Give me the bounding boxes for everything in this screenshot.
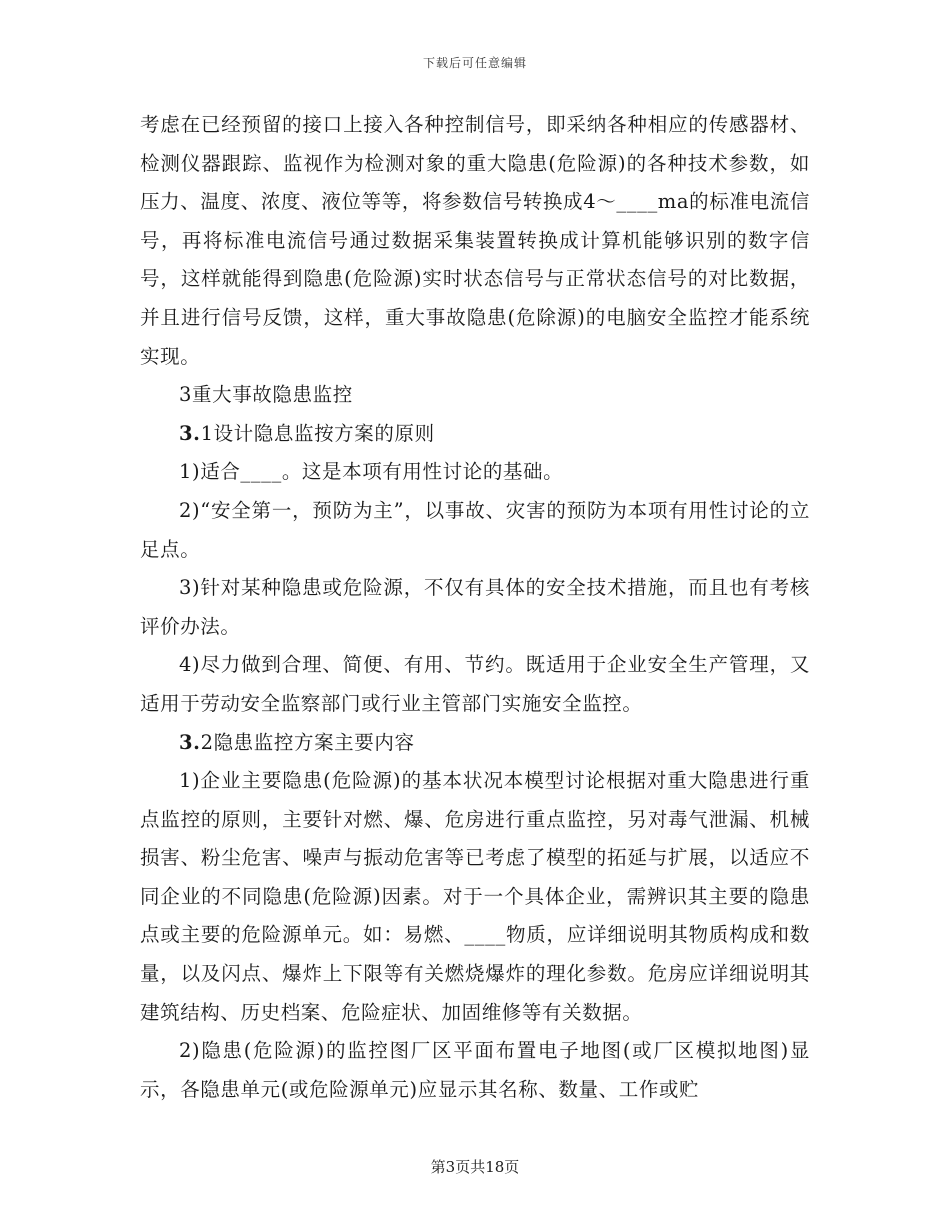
section-heading-3-1 bbox=[140, 415, 810, 454]
section-number: 3. bbox=[179, 730, 201, 754]
paragraph-signal-conversion: 考虑在已经预留的接口上接入各种控制信号，即采纳各种相应的传感器材、检测仪器跟踪、监视作为检测对象的重大隐患(危险源)的各种技术参数，如压力、温度、浓度、液位等等，将参数信号转换成4～____ma的标准电流信号，再将标准电流信号通过数据采集装置转换成计算机能够识别的数字信号，这样就能得到隐患(危险源)实时状态信号与正常状态信号的对比数据，并且进行信号反馈，这样，重大事故隐患(危除源)的电脑安全监控才能系统实现。 bbox=[140, 113, 810, 368]
section-number: 3. bbox=[179, 421, 201, 445]
page-footer-number: 第3页共18页 bbox=[430, 1158, 520, 1176]
section-title: 2隐患监控方案主要内容 bbox=[200, 730, 415, 754]
section-heading-3: 3重大事故隐患监控 bbox=[179, 383, 353, 407]
section-title: 1设计隐息监按方案的原则 bbox=[200, 421, 435, 445]
principle-item-3: 3)针对某种隐患或危险源，不仅有具体的安全技术措施，而且也有考核评价办法。 bbox=[140, 576, 810, 638]
principle-item-4: 4)尽力做到合理、简便、有用、节约。既适用于企业安全生产管理，又适用于劳动安全监察部门或行业主管部门实施安全监控。 bbox=[140, 653, 810, 715]
document-body bbox=[140, 106, 810, 1109]
principle-item-2: 2)“安全第一，预防为主”，以事故、灾害的预防为本项有用性讨论的立足点。 bbox=[140, 498, 810, 561]
content-item-2: 2)隐患(危险源)的监控图厂区平面布置电子地图(或厂区模拟地图)显示，各隐患单元(或危险源单元)应显示其名称、数量、工作或贮 bbox=[140, 1039, 810, 1101]
section-heading-3-2 bbox=[140, 724, 810, 763]
content-item-1: 1)企业主要隐患(危险源)的基本状况本模型讨论根据对重大隐患进行重点监控的原则，主要针对燃、爆、危房进行重点监控，另对毒气泄漏、机械损害、粉尘危害、噪声与振动危害等已考虑了模型的拓延与扩展，以适应不同企业的不同隐患(危险源)因素。对于一个具体企业，需辨识其主要的隐患点或主要的危险源单元。如：易燃、____物质，应详细说明其物质构成和数量，以及闪点、爆炸上下限等有关燃烧爆炸的理化参数。危房应详细说明其建筑结构、历史档案、危险症状、加固维修等有关数据。 bbox=[140, 769, 810, 1024]
principle-item-1: 1)适合____。这是本项有用性讨论的基础。 bbox=[179, 460, 564, 484]
page-header-note: 下载后可任意编辑 bbox=[422, 56, 527, 70]
